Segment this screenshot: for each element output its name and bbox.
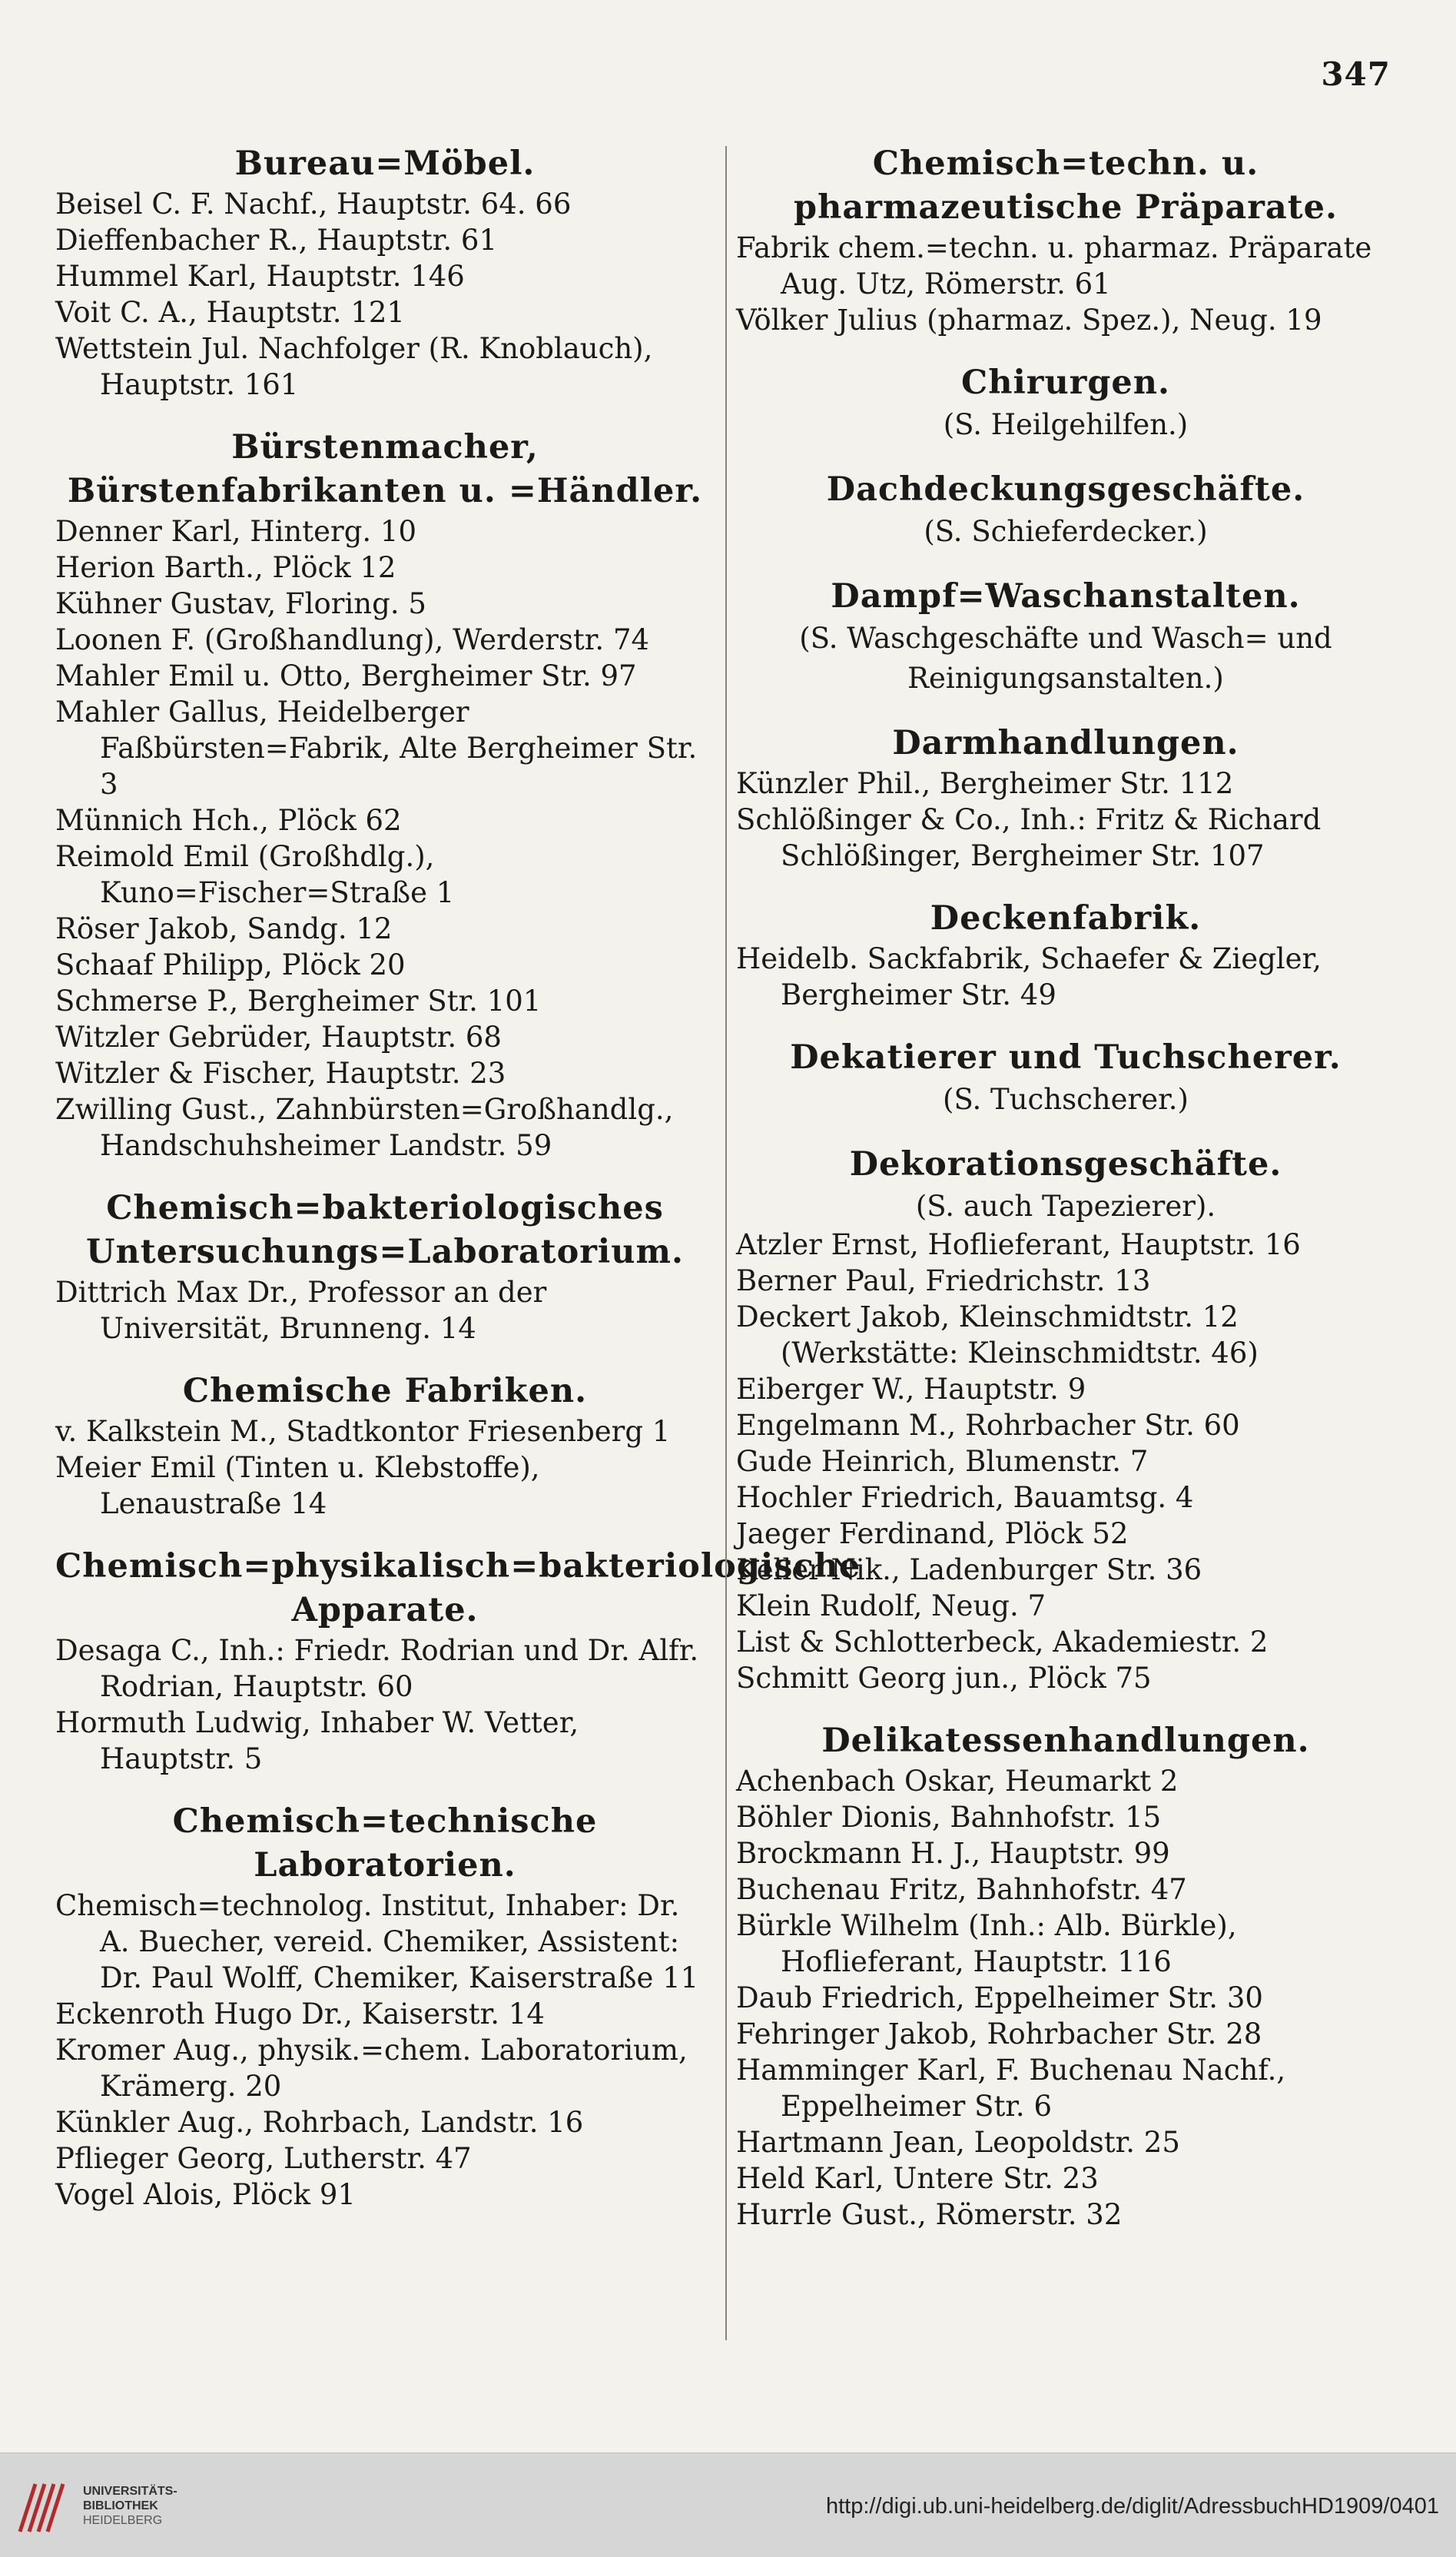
section-heading: Dekatierer und Tuchscherer. (790, 1038, 1342, 1077)
directory-entry: Meier Emil (Tinten u. Klebstoffe), Lenaustraße 14 (55, 1451, 540, 1520)
directory-section (55, 426, 715, 1164)
directory-section (55, 1187, 715, 1347)
section-heading: Bürstenmacher, Bürstenfabrikanten u. =Händler. (67, 428, 703, 510)
section-gap (736, 1013, 1395, 1036)
left-column (55, 142, 861, 2213)
section-heading: Chemisch=technische Laboratorien. (172, 1802, 598, 1885)
directory-section (55, 1800, 715, 2213)
directory-section (736, 142, 1395, 338)
right-column (736, 142, 1395, 2233)
directory-entry: Fehringer Jakob, Rohrbacher Str. 28 (736, 2017, 1262, 2051)
section-heading: Darmhandlungen. (892, 724, 1239, 762)
section-heading: Bureau=Möbel. (234, 144, 536, 183)
section-gap (736, 699, 1395, 722)
directory-entry: Keller Nik., Ladenburger Str. 36 (736, 1553, 1202, 1586)
section-note: (S. Waschgeschäfte und Wasch= und Reinigungsanstalten.) (799, 622, 1332, 695)
section-note: (S. auch Tapezierer). (915, 1190, 1216, 1223)
section-heading: Dekorationsgeschäfte. (849, 1145, 1282, 1184)
directory-entry: Chemisch=technolog. Institut, Inhaber: Dr. A. Buecher, vereid. Chemiker, Assistent: Dr. Paul Wolff, Chemiker, Kaiserstraße 11 (55, 1889, 699, 1994)
logo-line-3: HEIDELBERG (83, 2514, 163, 2527)
section-note: (S. Schieferdecker.) (924, 515, 1208, 548)
section-gap (55, 1522, 715, 1545)
section-heading: Chemisch=bakteriologisches Untersuchungs=Laboratorium. (85, 1189, 684, 1271)
directory-entry: Mahler Emil u. Otto, Bergheimer Str. 97 (55, 659, 637, 692)
directory-entry: Dieffenbacher R., Hauptstr. 61 (55, 224, 497, 257)
section-gap (736, 874, 1395, 897)
directory-entry: Eiberger W., Hauptstr. 9 (736, 1373, 1086, 1406)
source-url-link[interactable]: http://digi.ub.uni-heidelberg.de/diglit/AdressbuchHD1909/0401 (825, 2494, 1439, 2519)
section-heading: Chirurgen. (960, 364, 1171, 402)
section-heading: Deckenfabrik. (930, 899, 1202, 938)
directory-entry: Schmerse P., Bergheimer Str. 101 (55, 985, 542, 1018)
column-divider (725, 146, 727, 2340)
section-note: (S. Tuchscherer.) (943, 1083, 1189, 1116)
directory-entry: Klein Rudolf, Neug. 7 (736, 1589, 1046, 1622)
directory-entry: Schaaf Philipp, Plöck 20 (55, 948, 406, 981)
directory-entry: Witzler Gebrüder, Hauptstr. 68 (55, 1021, 502, 1054)
directory-entry: Hummel Karl, Hauptstr. 146 (55, 260, 465, 293)
directory-entry: Pflieger Georg, Lutherstr. 47 (55, 2142, 472, 2175)
section-gap (55, 1164, 715, 1187)
directory-entry: Herion Barth., Plöck 12 (55, 551, 396, 584)
logo-line-2: BIBLIOTHEK (83, 2499, 158, 2512)
directory-entry: Brockmann H. J., Hauptstr. 99 (736, 1837, 1170, 1870)
section-gap (55, 403, 715, 426)
directory-section (736, 1036, 1395, 1120)
footer-bar (0, 2452, 1456, 2557)
university-library-logo-icon (14, 2478, 75, 2536)
section-gap (55, 1347, 715, 1370)
directory-entry: Künzler Phil., Bergheimer Str. 112 (736, 767, 1234, 800)
directory-section (736, 1719, 1395, 2233)
directory-entry: Bürkle Wilhelm (Inh.: Alb. Bürkle), Hoflieferant, Hauptstr. 116 (736, 1909, 1237, 1978)
directory-section (55, 1545, 861, 1777)
directory-entry: Jaeger Ferdinand, Plöck 52 (736, 1517, 1129, 1550)
directory-entry: Beisel C. F. Nachf., Hauptstr. 64. 66 (55, 188, 572, 221)
section-heading: Chemisch=physikalisch=bakteriologische Apparate. (55, 1547, 861, 1629)
directory-entry: Gude Heinrich, Blumenstr. 7 (736, 1445, 1149, 1478)
directory-entry: Hamminger Karl, F. Buchenau Nachf., Eppelheimer Str. 6 (736, 2054, 1286, 2123)
directory-entry: Deckert Jakob, Kleinschmidtstr. 12 (Werkstätte: Kleinschmidtstr. 46) (736, 1300, 1259, 1370)
directory-entry: Berner Paul, Friedrichstr. 13 (736, 1264, 1151, 1297)
section-gap (736, 552, 1395, 575)
section-gap (736, 1696, 1395, 1719)
directory-entry: Held Karl, Untere Str. 23 (736, 2162, 1099, 2195)
directory-entry: Denner Karl, Hinterg. 10 (55, 515, 416, 548)
directory-entry: Kühner Gustav, Floring. 5 (55, 587, 426, 620)
directory-entry: Röser Jakob, Sandg. 12 (55, 912, 393, 945)
section-heading: Chemische Fabriken. (182, 1372, 588, 1410)
directory-entry: Hormuth Ludwig, Inhaber W. Vetter, Hauptstr. 5 (55, 1706, 579, 1775)
section-note: (S. Heilgehilfen.) (943, 408, 1189, 441)
directory-entry: Völker Julius (pharmaz. Spez.), Neug. 19 (736, 304, 1322, 337)
directory-entry: Engelmann M., Rohrbacher Str. 60 (736, 1409, 1240, 1442)
directory-entry: Schmitt Georg jun., Plöck 75 (736, 1662, 1152, 1695)
directory-entry: Heidelb. Sackfabrik, Schaefer & Ziegler, Bergheimer Str. 49 (736, 942, 1322, 1011)
page-number: 347 (1321, 55, 1391, 93)
directory-section (55, 1370, 715, 1522)
section-gap (736, 1120, 1395, 1143)
directory-entry: Künkler Aug., Rohrbach, Landstr. 16 (55, 2106, 584, 2139)
directory-entry: Buchenau Fritz, Bahnhofstr. 47 (736, 1873, 1187, 1906)
directory-entry: List & Schlotterbeck, Akademiestr. 2 (736, 1626, 1269, 1659)
directory-entry: Reimold Emil (Großhdlg.), Kuno=Fischer=Straße 1 (55, 840, 455, 909)
directory-entry: Desaga C., Inh.: Friedr. Rodrian und Dr. Alfr. Rodrian, Hauptstr. 60 (55, 1634, 699, 1703)
directory-entry: Loonen F. (Großhandlung), Werderstr. 74 (55, 623, 650, 656)
directory-entry: Mahler Gallus, Heidelberger Faßbürsten=Fabrik, Alte Bergheimer Str. 3 (55, 696, 698, 801)
directory-section (736, 361, 1395, 445)
directory-section (736, 722, 1395, 874)
directory-entry: Zwilling Gust., Zahnbürsten=Großhandlg., Handschuhsheimer Landstr. 59 (55, 1093, 674, 1162)
directory-entry: Atzler Ernst, Hoflieferant, Hauptstr. 16 (736, 1228, 1301, 1261)
section-gap (736, 338, 1395, 361)
section-heading: Dampf=Waschanstalten. (831, 577, 1301, 616)
directory-section (736, 575, 1395, 699)
directory-section (736, 468, 1395, 552)
directory-entry: Voit C. A., Hauptstr. 121 (55, 296, 405, 329)
directory-entry: Eckenroth Hugo Dr., Kaiserstr. 14 (55, 1997, 545, 2031)
directory-entry: Dittrich Max Dr., Professor an der Universität, Brunneng. 14 (55, 1276, 547, 1345)
section-heading: Dachdeckungsgeschäfte. (826, 470, 1305, 509)
directory-entry: Böhler Dionis, Bahnhofstr. 15 (736, 1801, 1162, 1834)
section-gap (736, 445, 1395, 468)
directory-entry: Hartmann Jean, Leopoldstr. 25 (736, 2126, 1180, 2159)
logo-text (83, 2484, 177, 2528)
directory-entry: Fabrik chem.=techn. u. pharmaz. Präparate Aug. Utz, Römerstr. 61 (736, 231, 1372, 301)
directory-section (736, 1143, 1395, 1696)
directory-entry: Achenbach Oskar, Heumarkt 2 (736, 1765, 1179, 1798)
directory-entry: Münnich Hch., Plöck 62 (55, 804, 402, 837)
directory-section (55, 142, 715, 403)
directory-entry: Daub Friedrich, Eppelheimer Str. 30 (736, 1981, 1263, 2014)
section-heading: Delikatessenhandlungen. (821, 1722, 1310, 1760)
logo-line-1: UNIVERSITÄTS- (83, 2485, 177, 2498)
directory-entry: Hurrle Gust., Römerstr. 32 (736, 2198, 1123, 2231)
directory-entry: Schlößinger & Co., Inh.: Fritz & Richard Schlößinger, Bergheimer Str. 107 (736, 803, 1322, 872)
section-gap (55, 1777, 715, 1800)
section-heading: Chemisch=techn. u. pharmazeutische Präparate. (794, 144, 1338, 227)
directory-entry: Kromer Aug., physik.=chem. Laboratorium, Krämerg. 20 (55, 2034, 688, 2103)
directory-section (736, 897, 1395, 1013)
directory-entry: Wettstein Jul. Nachfolger (R. Knoblauch), Hauptstr. 161 (55, 332, 653, 401)
directory-entry: Hochler Friedrich, Bauamtsg. 4 (736, 1481, 1194, 1514)
directory-entry: v. Kalkstein M., Stadtkontor Friesenberg 1 (55, 1415, 671, 1448)
directory-entry: Witzler & Fischer, Hauptstr. 23 (55, 1057, 506, 1090)
directory-entry: Vogel Alois, Plöck 91 (55, 2178, 356, 2211)
